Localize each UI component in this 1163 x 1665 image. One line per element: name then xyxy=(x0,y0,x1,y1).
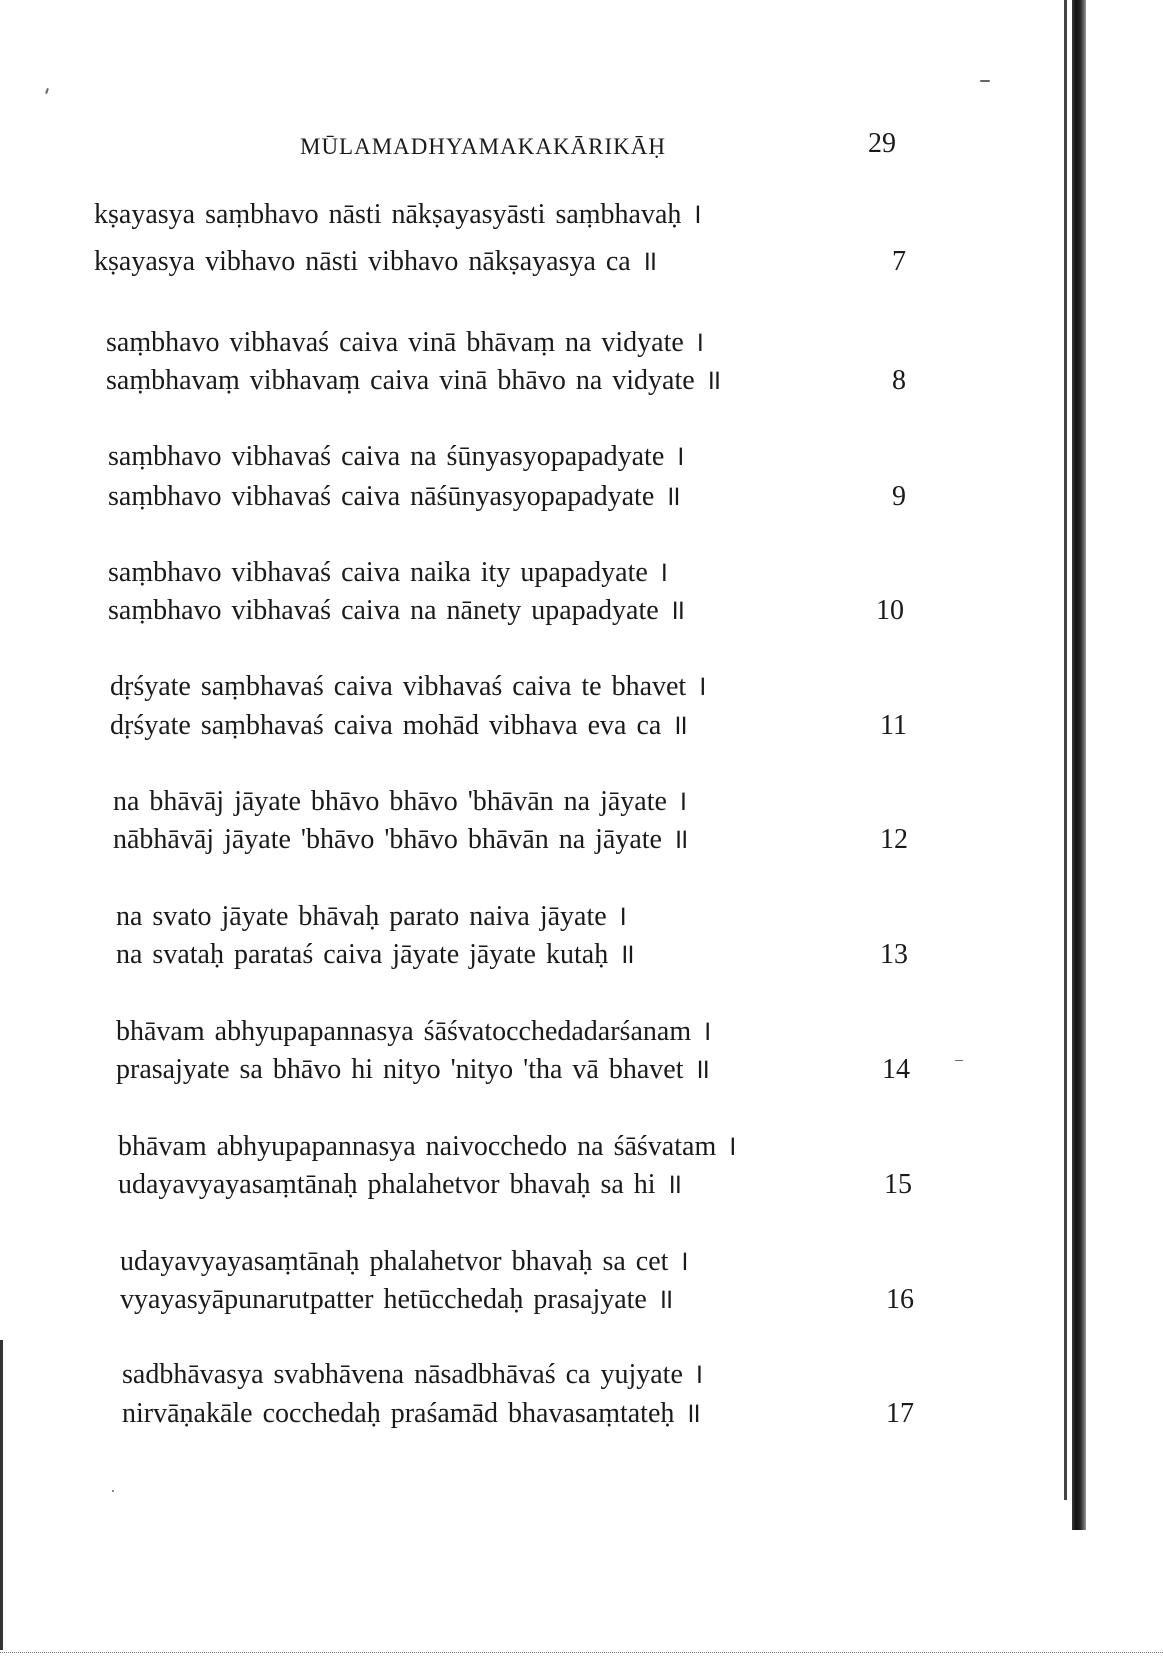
verse-line: kṣayasya saṃbhavo nāsti nākṣayasyāsti saṃbhavaḥ । xyxy=(94,199,703,230)
verse-number: 13 xyxy=(880,939,908,970)
verse-line: sadbhāvasya svabhāvena nāsadbhāvaś ca yujyate । xyxy=(122,1359,704,1390)
verse-line: na svataḥ parataś caiva jāyate jāyate kutaḥ ॥ xyxy=(116,939,635,970)
verse-number: 7 xyxy=(892,246,906,277)
verse-line: saṃbhavaṃ vibhavaṃ caiva vinā bhāvo na vidyate ॥ xyxy=(106,365,722,396)
verse-line: na svato jāyate bhāvaḥ parato naiva jāyate । xyxy=(116,901,628,932)
verse-number: 16 xyxy=(886,1284,914,1315)
scan-speck xyxy=(45,88,49,94)
page-number: 29 xyxy=(868,128,896,159)
verse-number: 12 xyxy=(880,824,908,855)
verse-number: 11 xyxy=(880,710,907,741)
scan-speck xyxy=(955,1060,963,1061)
verse-line: bhāvam abhyupapannasya naivocchedo na śāśvatam । xyxy=(118,1131,737,1162)
page-left-edge xyxy=(0,1340,3,1650)
running-title: MŪLAMADHYAMAKAKĀRIKĀḤ xyxy=(300,134,666,159)
verse-number: 14 xyxy=(882,1054,910,1085)
verse-number: 17 xyxy=(886,1398,914,1429)
verse-number: 9 xyxy=(892,481,906,512)
scan-speck xyxy=(980,80,990,82)
verse-line: bhāvam abhyupapannasya śāśvatocchedadarśanam । xyxy=(116,1016,712,1047)
binding-shadow xyxy=(1064,0,1067,1500)
verse-line: nirvāṇakāle cocchedaḥ praśamād bhavasaṃtateḥ ॥ xyxy=(122,1398,702,1429)
verse-line: dṛśyate saṃbhavaś caiva vibhavaś caiva te bhavet । xyxy=(110,671,707,702)
verse-line: udayavyayasaṃtānaḥ phalahetvor bhavaḥ sa hi ॥ xyxy=(118,1169,683,1200)
verse-number: 15 xyxy=(884,1169,912,1200)
verse-line: saṃbhavo vibhavaś caiva na śūnyasyopapadyate । xyxy=(108,441,685,472)
verse-line: na bhāvāj jāyate bhāvo bhāvo 'bhāvān na jāyate । xyxy=(113,786,688,817)
verse-number: 8 xyxy=(892,365,906,396)
page-bottom-edge xyxy=(0,1652,1163,1654)
verse-line: nābhāvāj jāyate 'bhāvo 'bhāvo bhāvān na jāyate ॥ xyxy=(113,824,689,855)
verse-line: saṃbhavo vibhavaś caiva vinā bhāvaṃ na vidyate । xyxy=(106,327,705,358)
verse-line: vyayasyāpunarutpatter hetūcchedaḥ prasajyate ॥ xyxy=(120,1284,674,1315)
verse-line: saṃbhavo vibhavaś caiva naika ity upapadyate । xyxy=(108,557,669,588)
verse-line: udayavyayasaṃtānaḥ phalahetvor bhavaḥ sa cet । xyxy=(120,1246,690,1277)
scan-speck xyxy=(112,1490,114,1492)
verse-number: 10 xyxy=(876,595,904,626)
binding-edge xyxy=(1072,0,1086,1530)
verse-line: prasajyate sa bhāvo hi nityo 'nityo 'tha vā bhavet ॥ xyxy=(116,1054,711,1085)
verse-line: saṃbhavo vibhavaś caiva na nānety upapadyate ॥ xyxy=(108,595,686,626)
verse-line: dṛśyate saṃbhavaś caiva mohād vibhava eva ca ॥ xyxy=(110,710,689,741)
verse-line: saṃbhavo vibhavaś caiva nāśūnyasyopapadyate ॥ xyxy=(108,481,682,512)
verse-line: kṣayasya vibhavo nāsti vibhavo nākṣayasya ca ॥ xyxy=(94,246,658,277)
